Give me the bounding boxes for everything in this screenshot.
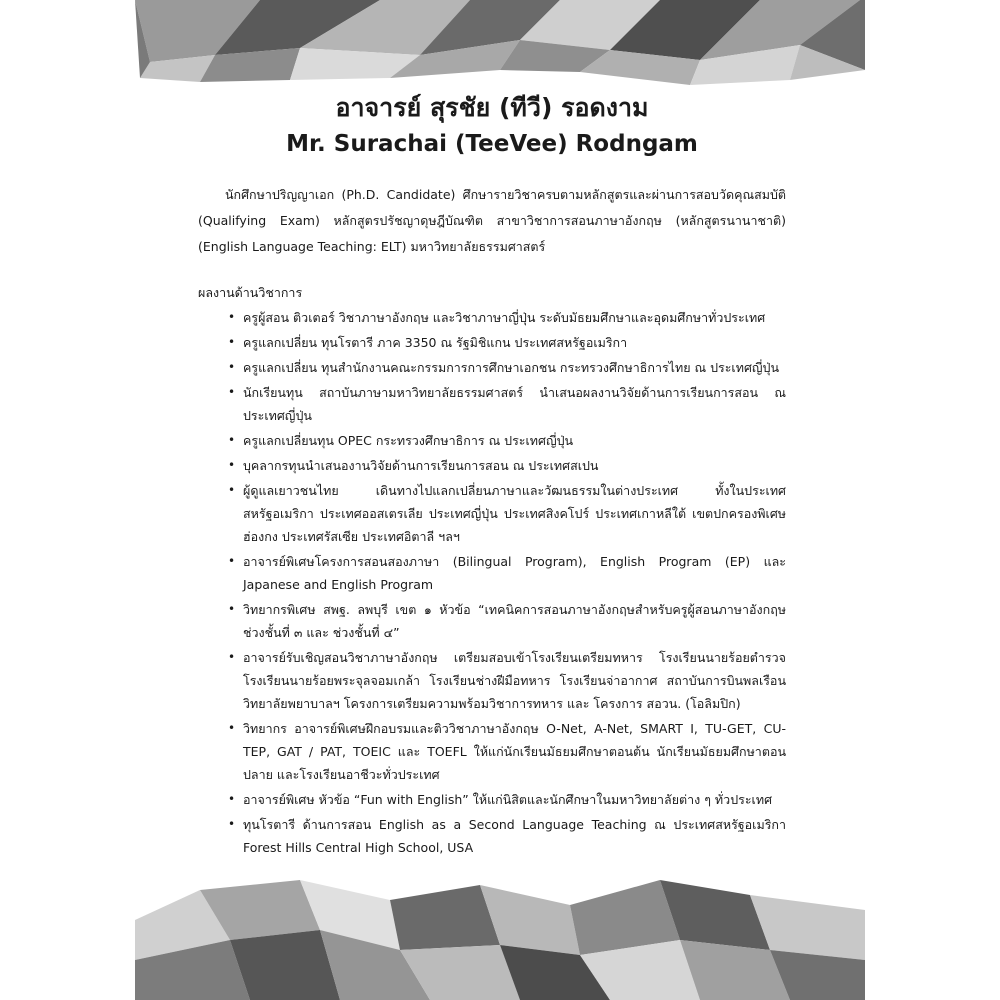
list-item-text: วิทยากร อาจารย์พิเศษฝึกอบรมและติววิชาภาษาอังกฤษ O-Net, A-Net, SMART I, TU-GET, CU-TEP, GAT / PAT, TOEIC และ TOEFL ให้แก่นักเรียนมัธยมศึกษาตอนต้น นักเรียนมัธยมศึกษาตอนปลาย และโรงเรียนอาชีวะทั่วประเทศ — [243, 721, 786, 782]
list-item — [230, 381, 786, 427]
title-thai: อาจารย์ สุรชัย (ทีวี) รอดงาม — [335, 93, 649, 122]
bottom-banner-graphic — [0, 860, 1000, 1000]
list-item-text: นักเรียนทุน สถาบันภาษามหาวิทยาลัยธรรมศาสตร์ นำเสนอผลงานวิจัยด้านการเรียนการสอน ณ ประเทศญี่ปุ่น — [243, 385, 786, 423]
section-heading-academic-works: ผลงานด้านวิชาการ — [198, 285, 303, 300]
bullet-icon: • — [228, 360, 236, 374]
list-item-text: ครูแลกเปลี่ยนทุน OPEC กระทรวงศึกษาธิการ ณ ประเทศญี่ปุ่น — [243, 433, 574, 448]
bullet-icon: • — [228, 817, 236, 831]
list-item-text: ผู้ดูแลเยาวชนไทย เดินทางไปแลกเปลี่ยนภาษาและวัฒนธรรมในต่างประเทศ ทั้งในประเทศสหรัฐอเมริกา ประเทศออสเตรเลีย ประเทศญี่ปุ่น ประเทศสิงคโปร์ ประเทศเกาหลีใต้ เขตปกครองพิเศษฮ่องกง ประเทศรัสเซีย ประเทศอิตาลี ฯลฯ — [243, 483, 786, 544]
bullet-icon: • — [228, 554, 236, 568]
bullet-icon: • — [228, 310, 236, 324]
bullet-icon: • — [228, 385, 236, 399]
list-item-text: อาจารย์พิเศษโครงการสอนสองภาษา (Bilingual Program), English Program (EP) และ Japanese and English Program — [243, 554, 786, 592]
bullet-icon: • — [228, 335, 236, 349]
list-item-text: ครูแลกเปลี่ยน ทุนสำนักงานคณะกรรมการการศึกษาเอกชน กระทรวงศึกษาธิการไทย ณ ประเทศญี่ปุ่น — [243, 360, 780, 375]
list-item — [230, 479, 786, 548]
list-item — [230, 598, 786, 644]
list-item — [230, 813, 786, 859]
list-item-text: อาจารย์รับเชิญสอนวิชาภาษาอังกฤษ เตรียมสอบเข้าโรงเรียนเตรียมทหาร โรงเรียนนายร้อยตำรวจ โรงเรียนนายร้อยพระจุลจอมเกล้า โรงเรียนช่างฝีมือทหาร โรงเรียนจ่าอากาศ สถาบันการบินพลเรือน วิทยาลัยพยาบาลฯ โครงการเตรียมความพร้อมวิชาการทหาร และ โครงการ สอวน. (โอลิมปิก) — [243, 650, 786, 711]
bullet-icon: • — [228, 458, 236, 472]
bullet-icon: • — [228, 602, 236, 616]
list-item — [230, 331, 786, 354]
list-item-text: วิทยากรพิเศษ สพฐ. ลพบุรี เขต ๑ หัวข้อ “เทคนิคการสอนภาษาอังกฤษสำหรับครูผู้สอนภาษาอังกฤษ ช่วงชั้นที่ ๓ และ ช่วงชั้นที่ ๔” — [243, 602, 786, 640]
list-item-text: อาจารย์พิเศษ หัวข้อ “Fun with English” ให้แก่นิสิตและนักศึกษาในมหาวิทยาลัยต่าง ๆ ทั่วประเทศ — [243, 792, 772, 807]
top-geometric-banner — [0, 0, 1000, 90]
list-item-text: ทุนโรตารี ด้านการสอน English as a Second Language Teaching ณ ประเทศสหรัฐอเมริกา Forest Hills Central High School, USA — [243, 817, 786, 855]
list-item-text: บุคลากรทุนนำเสนองานวิจัยด้านการเรียนการสอน ณ ประเทศสเปน — [243, 458, 599, 473]
bullet-icon: • — [228, 483, 236, 497]
document-page — [198, 92, 786, 861]
bullet-icon: • — [228, 792, 236, 806]
list-item — [230, 356, 786, 379]
list-item-text: ครูแลกเปลี่ยน ทุนโรตารี ภาค 3350 ณ รัฐมิชิแกน ประเทศสหรัฐอเมริกา — [243, 335, 628, 350]
academic-works-list — [198, 306, 786, 859]
list-item — [230, 646, 786, 715]
list-item-text: ครูผู้สอน ติวเตอร์ วิชาภาษาอังกฤษ และวิชาภาษาญี่ปุ่น ระดับมัธยมศึกษาและอุดมศึกษาทั่วประเทศ — [243, 310, 766, 325]
top-banner-graphic — [0, 0, 1000, 90]
bullet-icon: • — [228, 650, 236, 664]
list-item — [230, 788, 786, 811]
list-item — [230, 429, 786, 452]
bullet-icon: • — [228, 721, 236, 735]
list-item — [230, 550, 786, 596]
list-item — [230, 454, 786, 477]
bottom-geometric-banner — [0, 860, 1000, 1000]
intro-paragraph: นักศึกษาปริญญาเอก (Ph.D. Candidate) ศึกษารายวิชาครบตามหลักสูตรและผ่านการสอบวัดคุณสมบัติ (Qualifying Exam) หลักสูตรปรัชญาดุษฎีบัณฑิต สาขาวิชาการสอนภาษาอังกฤษ (หลักสูตรนานาชาติ) (English Language Teaching: ELT) มหาวิทยาลัยธรรมศาสตร์ — [198, 187, 786, 254]
list-item — [230, 306, 786, 329]
title-english: Mr. Surachai (TeeVee) Rodngam — [286, 131, 698, 157]
bullet-icon: • — [228, 433, 236, 447]
list-item — [230, 717, 786, 786]
